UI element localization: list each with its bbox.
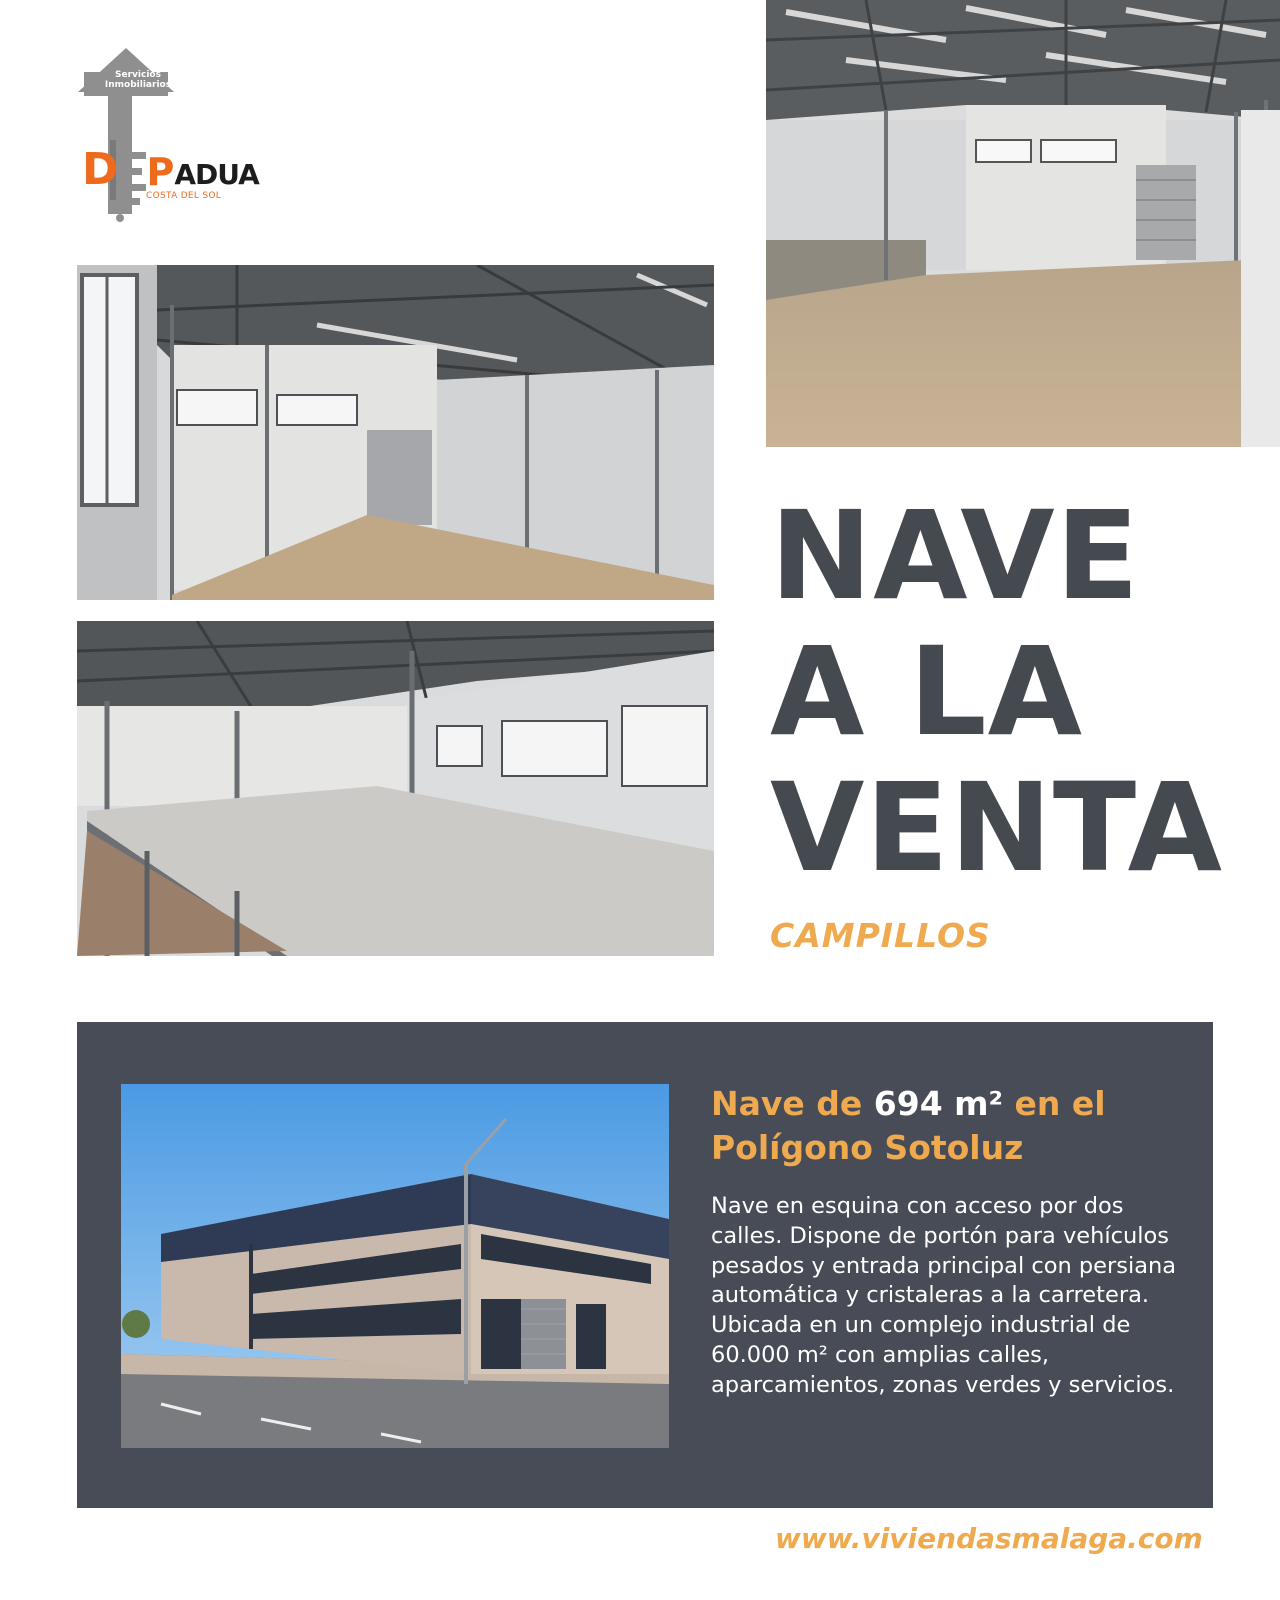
photo-warehouse-interior-3 [77,621,714,956]
company-logo [70,40,259,225]
logo-brand-name: D P ADUA [82,144,259,195]
description-paragraph-1: Nave en esquina con acceso por dos calles. Dispone de portón para vehículos pesados y entrada principal con persiana automática y cristaleras a la carretera. [711,1193,1177,1309]
panel-title-area: 694 m² [873,1084,1003,1123]
website-link[interactable]: www.viviendasmalaga.com [775,1522,1203,1555]
headline-line-2: A LA [770,621,1084,763]
photo-warehouse-interior-1 [766,0,1280,447]
logo-tagline: COSTA DEL SOL [146,191,222,201]
logo-roof-text: Servicios Inmobiliarios [104,70,172,90]
location-label: CAMPILLOS [770,916,991,955]
panel-description [711,1192,1181,1401]
panel-title: Nave de 694 m² en el Polígono Sotoluz [711,1084,1106,1167]
photo-warehouse-exterior [121,1084,669,1448]
headline-line-3: VENTA [770,757,1224,899]
info-panel [77,1022,1213,1508]
headline [770,485,1250,899]
headline-line-1: NAVE [770,485,1140,627]
photo-warehouse-interior-2 [77,265,714,600]
description-paragraph-2: Ubicada en un complejo industrial de 60.000 m² con amplias calles, aparcamientos, zonas verdes y servicios. [711,1312,1175,1398]
